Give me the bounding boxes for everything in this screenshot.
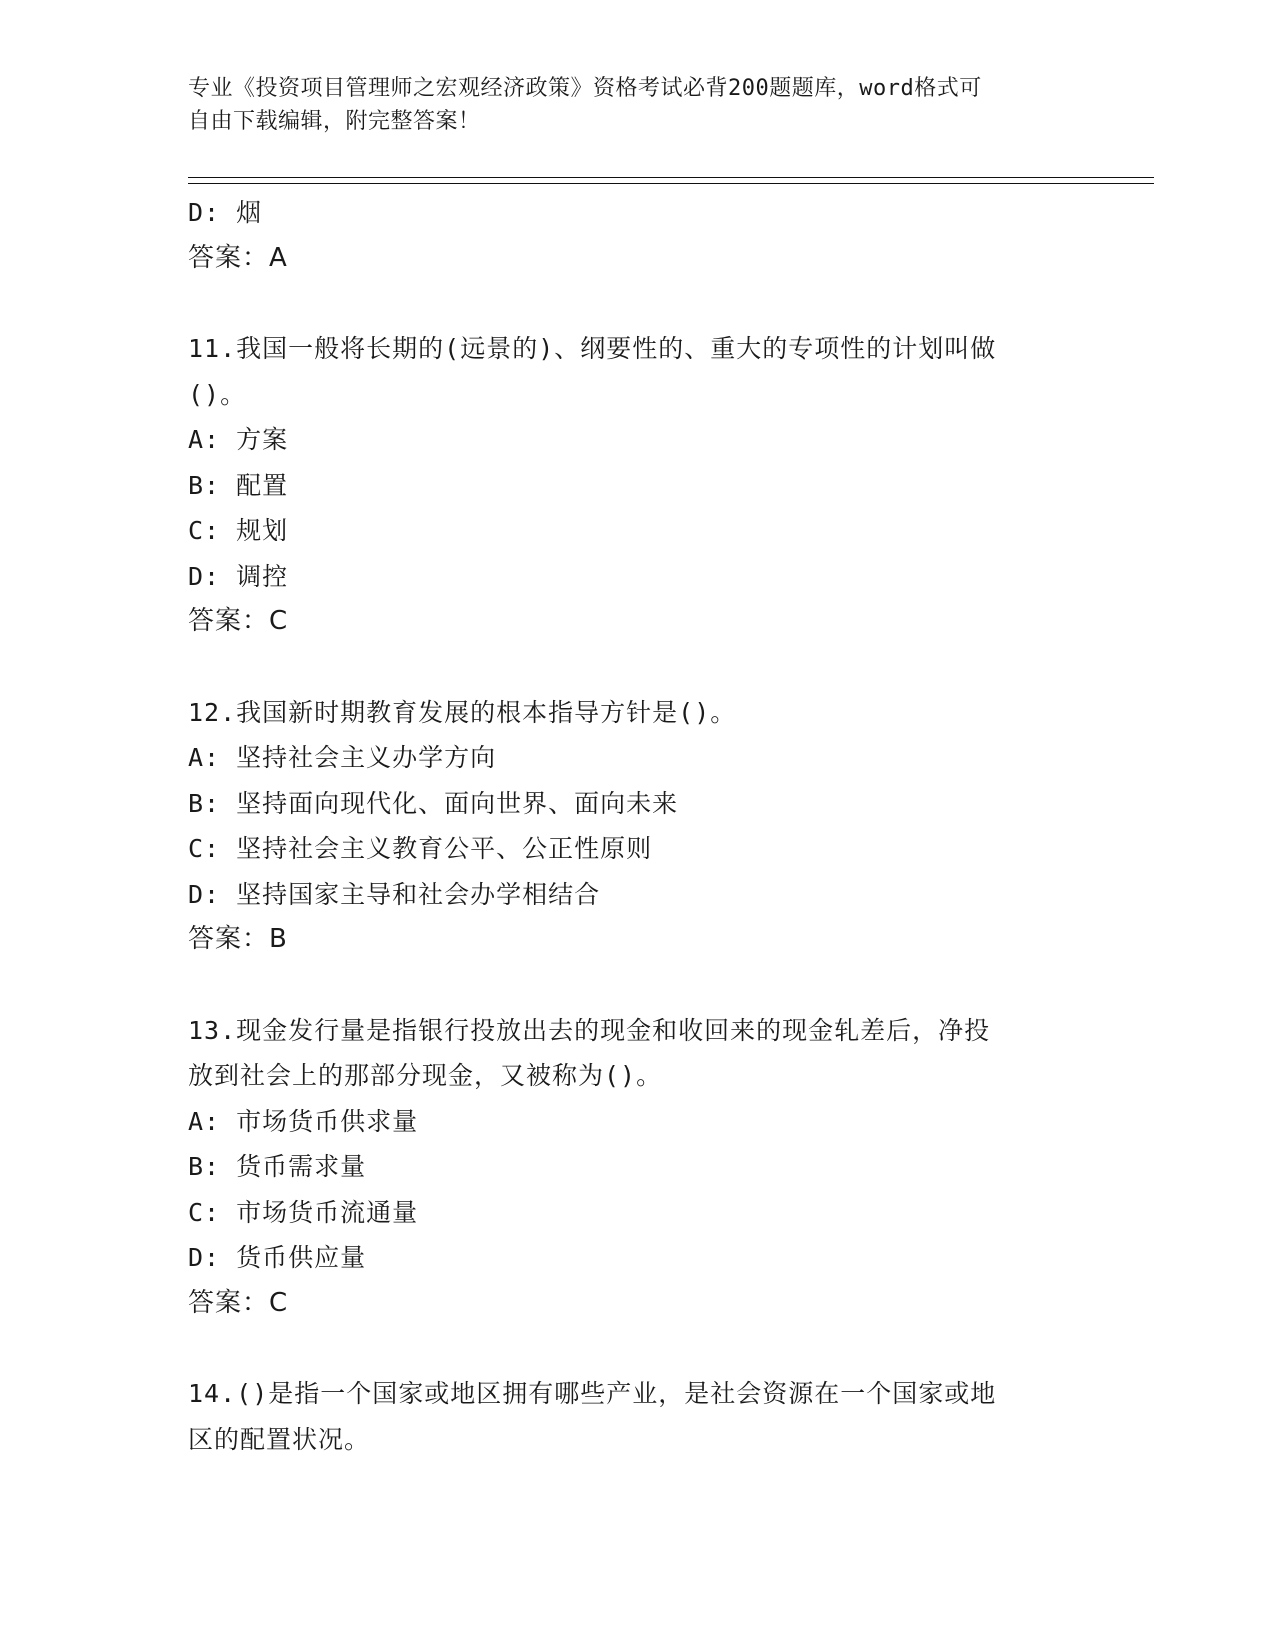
option-b: B: 配置 <box>188 470 289 500</box>
question-text-cont: ()。 <box>188 379 247 409</box>
option-c: C: 市场货币流通量 <box>188 1197 419 1227</box>
question-11 <box>188 326 1088 645</box>
question-12 <box>188 690 1088 963</box>
header-rule-bottom <box>188 183 1154 184</box>
question-text: 14.()是指一个国家或地区拥有哪些产业，是社会资源在一个国家或地 <box>188 1379 997 1408</box>
option-a: A: 坚持社会主义办学方向 <box>188 743 497 772</box>
option-b: B: 货币需求量 <box>188 1152 367 1181</box>
header-line-2: 自由下载编辑，附完整答案！ <box>188 109 481 134</box>
option-c: C: 坚持社会主义教育公平、公正性原则 <box>188 834 653 863</box>
answer: 答案：A <box>188 242 288 273</box>
option-a: A: 市场货币供求量 <box>188 1106 419 1136</box>
question-list <box>188 190 1088 1462</box>
option-a: A: 方案 <box>188 425 289 454</box>
question-13 <box>188 1008 1088 1327</box>
question-text: 13.现金发行量是指银行投放出去的现金和收回来的现金轧差后，净投 <box>188 1015 991 1045</box>
option-d: D: 调控 <box>188 561 289 591</box>
previous-question-tail <box>188 190 1088 281</box>
answer: 答案：C <box>188 606 289 636</box>
option-d: D: 货币供应量 <box>188 1243 367 1272</box>
question-text-cont: 放到社会上的那部分现金，又被称为()。 <box>188 1061 663 1090</box>
option-b: B: 坚持面向现代化、面向世界、面向未来 <box>188 788 679 818</box>
question-text: 12.我国新时期教育发展的根本指导方针是()。 <box>188 697 737 727</box>
answer: 答案：C <box>188 1287 289 1318</box>
question-text: 11.我国一般将长期的(远景的)、纲要性的、重大的专项性的计划叫做 <box>188 334 997 363</box>
header-line-1: 专业《投资项目管理师之宏观经济政策》资格考试必背200题题库，word格式可 <box>188 76 982 101</box>
option-c: C: 规划 <box>188 516 289 545</box>
option-d: D: 坚持国家主导和社会办学相结合 <box>188 879 601 909</box>
header-rule-top <box>188 177 1154 178</box>
question-14 <box>188 1371 1088 1462</box>
option-d: D: 烟 <box>188 198 263 227</box>
document-header <box>188 72 1088 138</box>
question-text-cont: 区的配置状况。 <box>188 1424 371 1454</box>
answer: 答案：B <box>188 924 288 954</box>
